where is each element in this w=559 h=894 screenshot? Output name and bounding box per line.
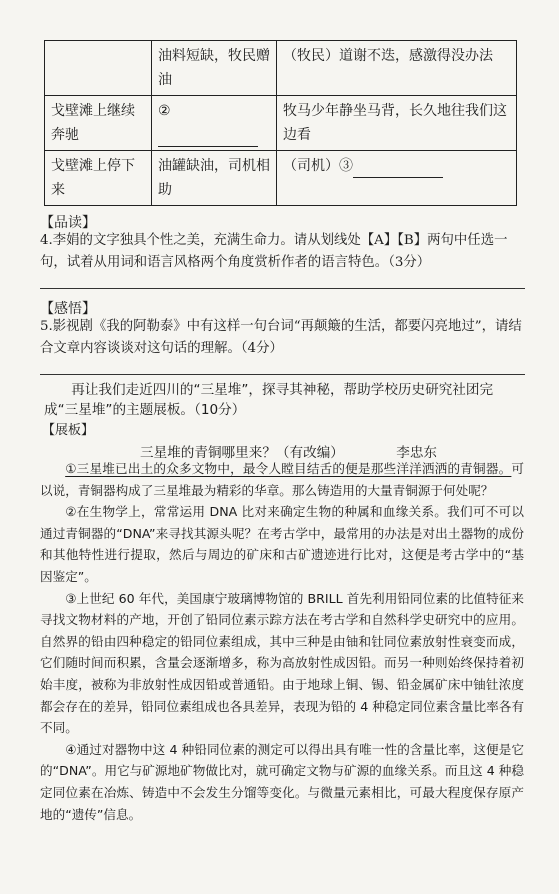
blank-marker: （司机）③ (283, 158, 353, 174)
answer-line[interactable] (40, 288, 525, 289)
task-intro: 再让我们走近四川的“三星堆”，探寻其神秘，帮助学校历史研究社团完成“三星堆”的主题展板。（10分） (44, 382, 494, 418)
paragraph-3: ③上世纪 60 年代，美国康宁玻璃博物馆的 BRILL 首先利用铅同位素的比值特征来寻找文物材料的产地，开创了铅同位素示踪方法在考古学和自然科学史研究中的应用。自然界的铅由四种稳定的铅同位素组成，其中三种是由铀和钍同位素放射性衰变而成，它们随时间而积累，含量会逐渐增多，称为高放射性成因铅。而另一种则始终保持着初始丰度，被称为非放射性成因铅或普通铅。由于地球上铜、锡、铅金属矿床中铀钍浓度都会存在的差异，铅同位素组成也各具差异，表现为铅的 4 种稳定同位素含量比率各有不同。 (40, 590, 524, 736)
section-heading-pindu: 【品读】 (40, 215, 96, 231)
table-cell (277, 151, 517, 206)
article-body (40, 458, 524, 825)
table-cell: （牧民）道谢不迭，感激得没办法 (277, 41, 517, 96)
article-title: 三星堆的青铜哪里来？（有改编） (140, 445, 344, 461)
paragraph-2: ②在生物学上，常常运用 DNA 比对来确定生物的种属和血缘关系。我们可不可以通过青铜器的“DNA”来寻找其源头呢？在考古学中，最常用的办法是对出土器物的成份和其他特性进行提取，然后与周边的矿床和古矿遗迹进行比对，这便是考古学中的“基因鉴定”。 (40, 504, 524, 584)
table-cell: 油料短缺，牧民赠油 (152, 41, 277, 96)
table-cell (45, 41, 152, 96)
table-cell (152, 96, 277, 151)
table-row (45, 151, 517, 206)
answer-blank[interactable] (353, 161, 443, 178)
question-4: 4.李娟的文字独具个性之美，充满生命力。请从划线处【A】【B】两句中任选一句，试着从用词和语言风格两个角度赏析作者的语言特色。（3分） (40, 233, 508, 270)
table-cell: 戈壁滩上继续奔驰 (45, 96, 152, 151)
article-author: 李忠东 (396, 445, 438, 461)
section-divider (40, 374, 525, 375)
answer-blank[interactable] (158, 130, 258, 147)
table-cell: 戈壁滩上停下来 (45, 151, 152, 206)
display-board-label: 【展板】 (42, 423, 95, 438)
paragraph-1: ①三星堆已出土的众多文物中，最令人瞠目结舌的便是那些洋洋洒洒的青铜器。可以说，青铜器构成了三星堆最为精彩的华章。那么铸造用的大量青铜源于何处呢？ (40, 461, 524, 498)
paragraph-4: ④通过对器物中这 4 种铅同位素的测定可以得出具有唯一性的含量比率，这便是它的“DNA”。用它与矿源地矿物做比对，就可确定文物与矿源的血缘关系。而且这 4 种稳定同位素在冶炼、铸造中不会发生分馏等变化。与微量元素相比，可最大程度保存原产地的“遗传”信息。 (40, 741, 524, 822)
table-cell: 牧马少年静坐马背，长久地往我们这边看 (277, 96, 517, 151)
section-heading-ganwu: 【感悟】 (40, 301, 96, 317)
story-table (44, 40, 517, 206)
table-row (45, 41, 517, 96)
underlined-sentence: ①三星堆已出土的众多文物中，最令人瞠目结舌的便是那些洋洋洒洒的青铜器。 (65, 461, 512, 476)
table-cell: 油罐缺油，司机相助 (152, 151, 277, 206)
table-row (45, 96, 517, 151)
question-5: 5.影视剧《我的阿勒泰》中有这样一句台词“再颠簸的生活，都要闪亮地过”，请结合文章内容谈谈对这句话的理解。（4分） (40, 319, 522, 356)
blank-marker: ② (158, 103, 171, 119)
